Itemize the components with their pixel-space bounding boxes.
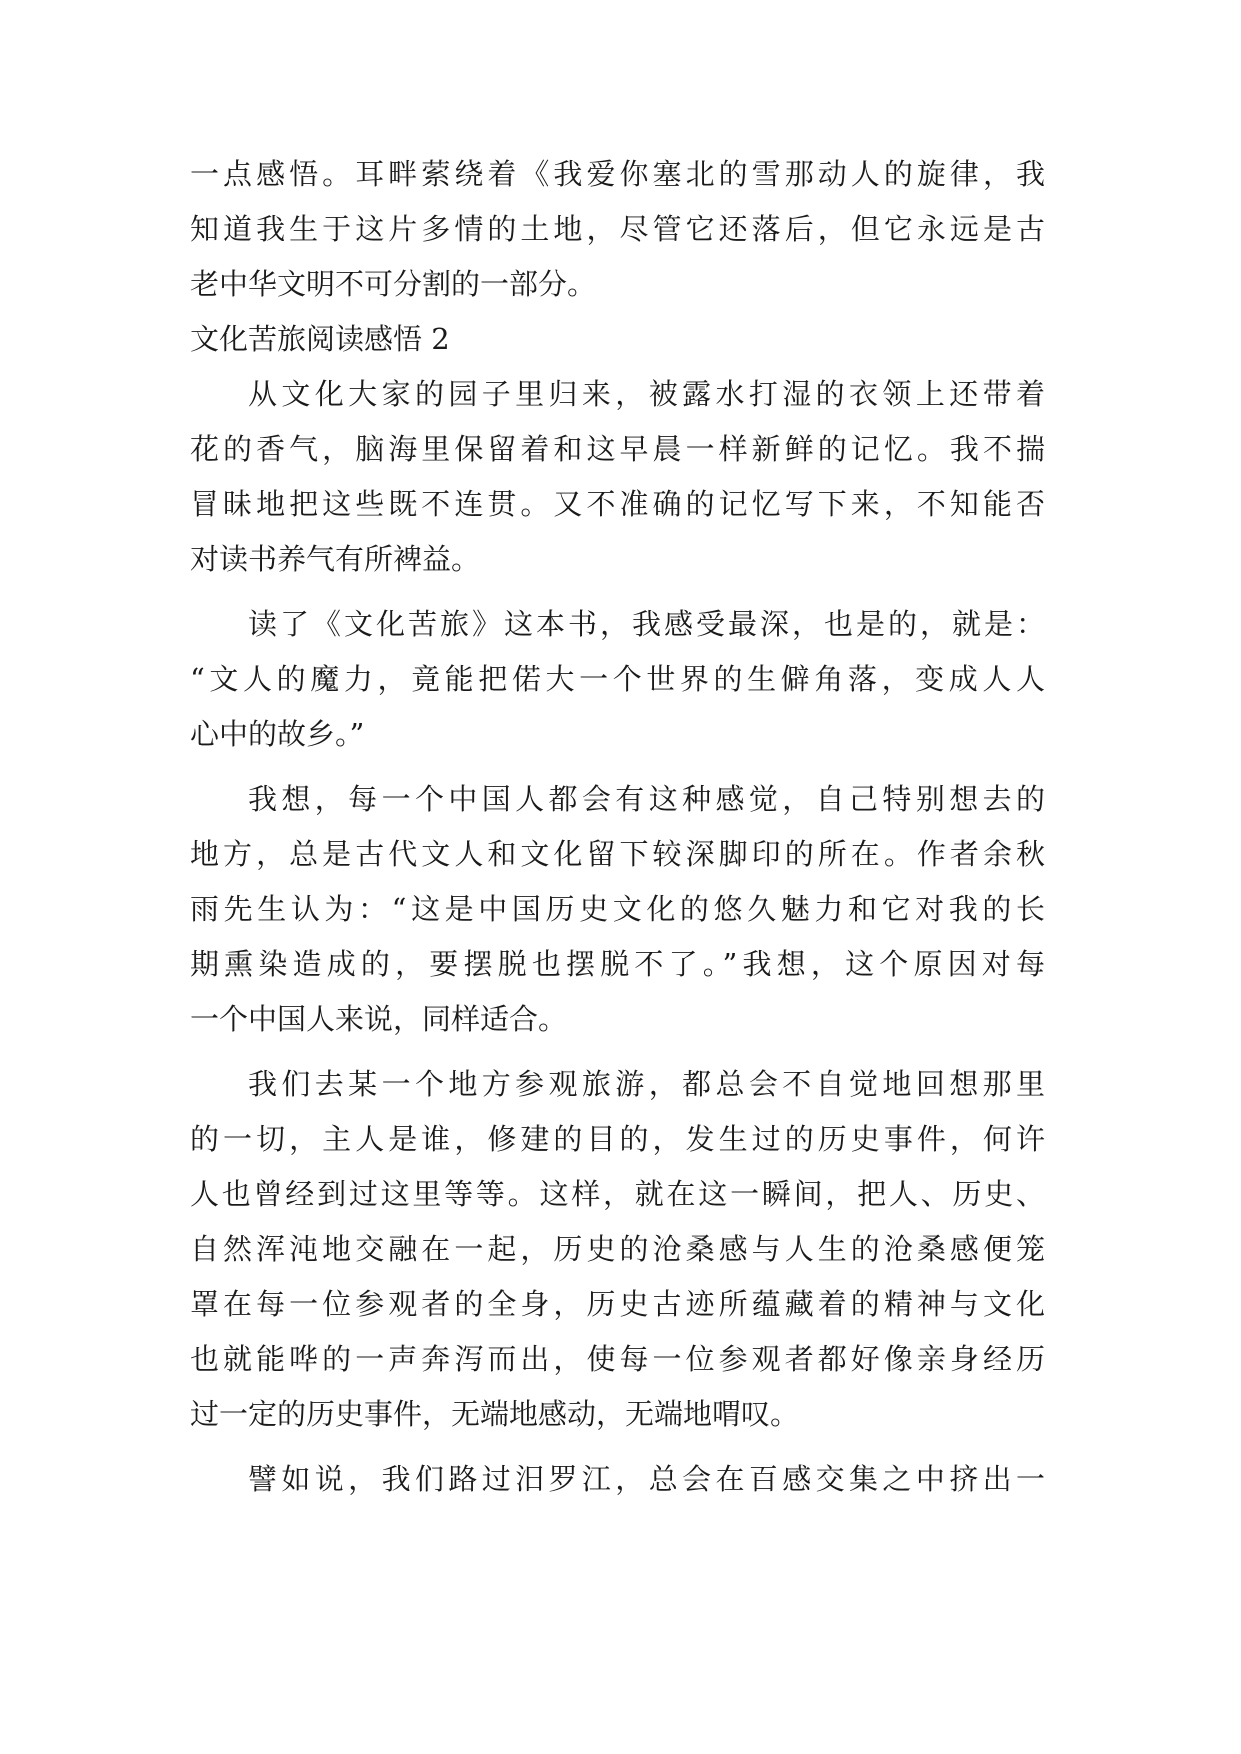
text-line: 对读书养气有所裨益。 <box>190 542 481 576</box>
text-line: 过一定的历史事件，无端地感动，无端地喟叹。 <box>190 1397 800 1431</box>
text-line: 心中的故乡。” <box>190 717 365 751</box>
text-line: 知道我生于这片多情的土地，尽管它还落后，但它永远是古 <box>190 212 1045 246</box>
text-line: 一点感悟。耳畔萦绕着《我爱你塞北的雪那动人的旋律，我 <box>190 157 1045 191</box>
text-line: 一个中国人来说，同样适合。 <box>190 1002 568 1036</box>
paragraph-first-line: 读了《文化苦旅》这本书，我感受最深，也是的，就是： <box>248 607 1045 641</box>
text-line: 期熏染造成的，要摆脱也摆脱不了。”我想，这个原因对每 <box>190 947 1045 981</box>
paragraph-first-line: 我们去某一个地方参观旅游，都总会不自觉地回想那里 <box>248 1067 1045 1101</box>
text-line: 花的香气，脑海里保留着和这早晨一样新鲜的记忆。我不揣 <box>190 432 1045 466</box>
text-line: 自然浑沌地交融在一起，历史的沧桑感与人生的沧桑感便笼 <box>190 1232 1045 1266</box>
text-line: 地方，总是古代文人和文化留下较深脚印的所在。作者余秋 <box>190 837 1045 871</box>
text-line: 老中华文明不可分割的一部分。 <box>190 267 597 301</box>
paragraph-first-line: 譬如说，我们路过汨罗江，总会在百感交集之中挤出一 <box>248 1462 1045 1496</box>
text-line: 罩在每一位参观者的全身，历史古迹所蕴藏着的精神与文化 <box>190 1287 1045 1321</box>
text-line: 的一切，主人是谁，修建的目的，发生过的历史事件，何许 <box>190 1122 1045 1156</box>
paragraph-first-line: 我想，每一个中国人都会有这种感觉，自己特别想去的 <box>248 782 1045 816</box>
paragraph-first-line: 从文化大家的园子里归来，被露水打湿的衣领上还带着 <box>248 377 1045 411</box>
text-line: 冒昧地把这些既不连贯。又不准确的记忆写下来，不知能否 <box>190 487 1045 521</box>
section-heading: 文化苦旅阅读感悟 2 <box>190 322 450 356</box>
text-line: 也就能哗的一声奔泻而出，使每一位参观者都好像亲身经历 <box>190 1342 1045 1376</box>
text-line: 人也曾经到过这里等等。这样，就在这一瞬间，把人、历史、 <box>190 1177 1045 1211</box>
text-line: “文人的魔力，竟能把偌大一个世界的生僻角落，变成人人 <box>190 662 1045 696</box>
text-line: 雨先生认为：“这是中国历史文化的悠久魅力和它对我的长 <box>190 892 1045 926</box>
